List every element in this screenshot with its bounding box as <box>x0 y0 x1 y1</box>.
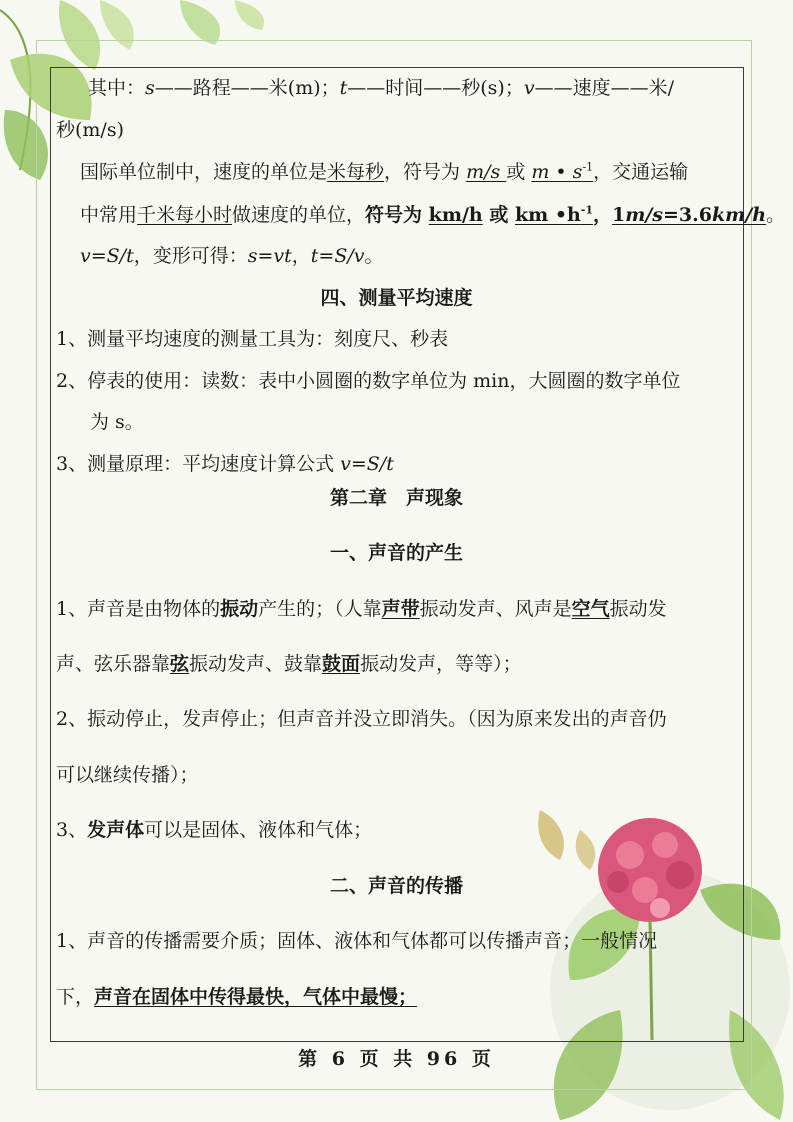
t: s=vt <box>247 245 292 267</box>
t: m/s <box>466 161 507 183</box>
t: 其中： <box>88 77 146 99</box>
text-line <box>56 652 522 676</box>
t: m <box>531 161 550 183</box>
t: ， <box>593 204 613 226</box>
t: ，变形可得： <box>133 245 248 267</box>
text-line: 2、振动停止，发声停止；但声音并没立即消失。（因为原来发出的声音仍 <box>56 708 667 730</box>
t: v=S/t <box>80 245 134 267</box>
t: 下， <box>56 986 95 1008</box>
text-line: 可以继续传播）； <box>56 764 199 786</box>
t: 1 <box>612 204 626 226</box>
t: 符号为 <box>365 204 429 226</box>
t: 。 <box>766 204 786 226</box>
t: t <box>339 77 348 99</box>
t: 。 <box>364 245 384 267</box>
t: ——路程——米(m)； <box>154 77 340 99</box>
text-line: 1、测量平均速度的测量工具为：刻度尺、秒表 <box>56 328 449 350</box>
t: v <box>523 77 535 99</box>
t: ，符号为 <box>384 161 467 183</box>
t: km •h <box>514 204 581 226</box>
t: 中常用 <box>80 204 138 226</box>
t: t=S/v <box>310 245 365 267</box>
t: 振动发 <box>609 598 667 620</box>
t: ， <box>291 245 311 267</box>
t: 声、弦乐器靠 <box>56 653 171 675</box>
t: 振动 <box>220 598 259 620</box>
t: 或 <box>482 204 515 226</box>
section-heading-measure-speed: 四、测量平均速度 <box>320 287 473 309</box>
t: -1 <box>580 203 594 217</box>
t: km/h <box>428 204 483 226</box>
t: 振动发声，等等）； <box>360 653 522 675</box>
t: 振动发声、鼓靠 <box>189 653 323 675</box>
t: -1 <box>582 160 594 174</box>
section-heading-sound-production: 一、声音的产生 <box>329 542 463 564</box>
t: 做速度的单位， <box>232 204 366 226</box>
text-line: 秒(m/s) <box>56 119 124 141</box>
text-line-units-definition <box>88 76 674 100</box>
t: 声音在固体中传得最快，气体中最慢； <box>94 986 418 1008</box>
t: 鼓面 <box>322 653 361 675</box>
t: • <box>549 161 573 183</box>
t: m/s <box>625 204 664 226</box>
text-line <box>56 985 417 1009</box>
page-number-footer: 第 6 页 共 96 页 <box>298 1048 495 1070</box>
t: 产生的；（人靠 <box>258 598 382 620</box>
t: 空气 <box>571 598 610 620</box>
text-line: 为 s。 <box>90 411 144 433</box>
t: km/h <box>712 204 767 226</box>
t: s <box>572 161 583 183</box>
text-line-km-per-hour <box>80 203 785 227</box>
text-line <box>56 597 667 621</box>
t: v=S/t <box>340 453 394 475</box>
t: 米每秒 <box>327 161 385 183</box>
t: =3.6 <box>663 204 712 226</box>
t: 发声体 <box>87 819 145 841</box>
text-line: 2、停表的使用：读数：表中小圆圈的数字单位为 min，大圆圈的数字单位 <box>56 370 681 392</box>
t: 3、 <box>56 819 88 841</box>
t: s <box>145 77 155 99</box>
t: 声带 <box>381 598 420 620</box>
text-line-si-unit <box>80 160 688 184</box>
text-line-formula <box>80 244 384 268</box>
section-heading-sound-propagation: 二、声音的传播 <box>329 875 463 897</box>
t: 国际单位制中，速度的单位是 <box>80 161 328 183</box>
text-line <box>56 818 372 842</box>
t: ，交通运输 <box>593 161 689 183</box>
t: 可以是固体、液体和气体； <box>144 819 373 841</box>
t: ——速度——米/ <box>534 77 674 99</box>
t: 弦 <box>170 653 190 675</box>
t: 3、测量原理：平均速度计算公式 <box>56 453 341 475</box>
t: ——时间——秒(s)； <box>347 77 524 99</box>
t: 1、声音是由物体的 <box>56 598 221 620</box>
t: 振动发声、风声是 <box>419 598 572 620</box>
chapter-heading: 第二章 声现象 <box>329 487 463 509</box>
t: 千米每小时 <box>137 204 233 226</box>
text-line <box>56 452 394 476</box>
text-line: 1、声音的传播需要介质；固体、液体和气体都可以传播声音；一般情况 <box>56 930 658 952</box>
t: 或 <box>506 161 532 183</box>
